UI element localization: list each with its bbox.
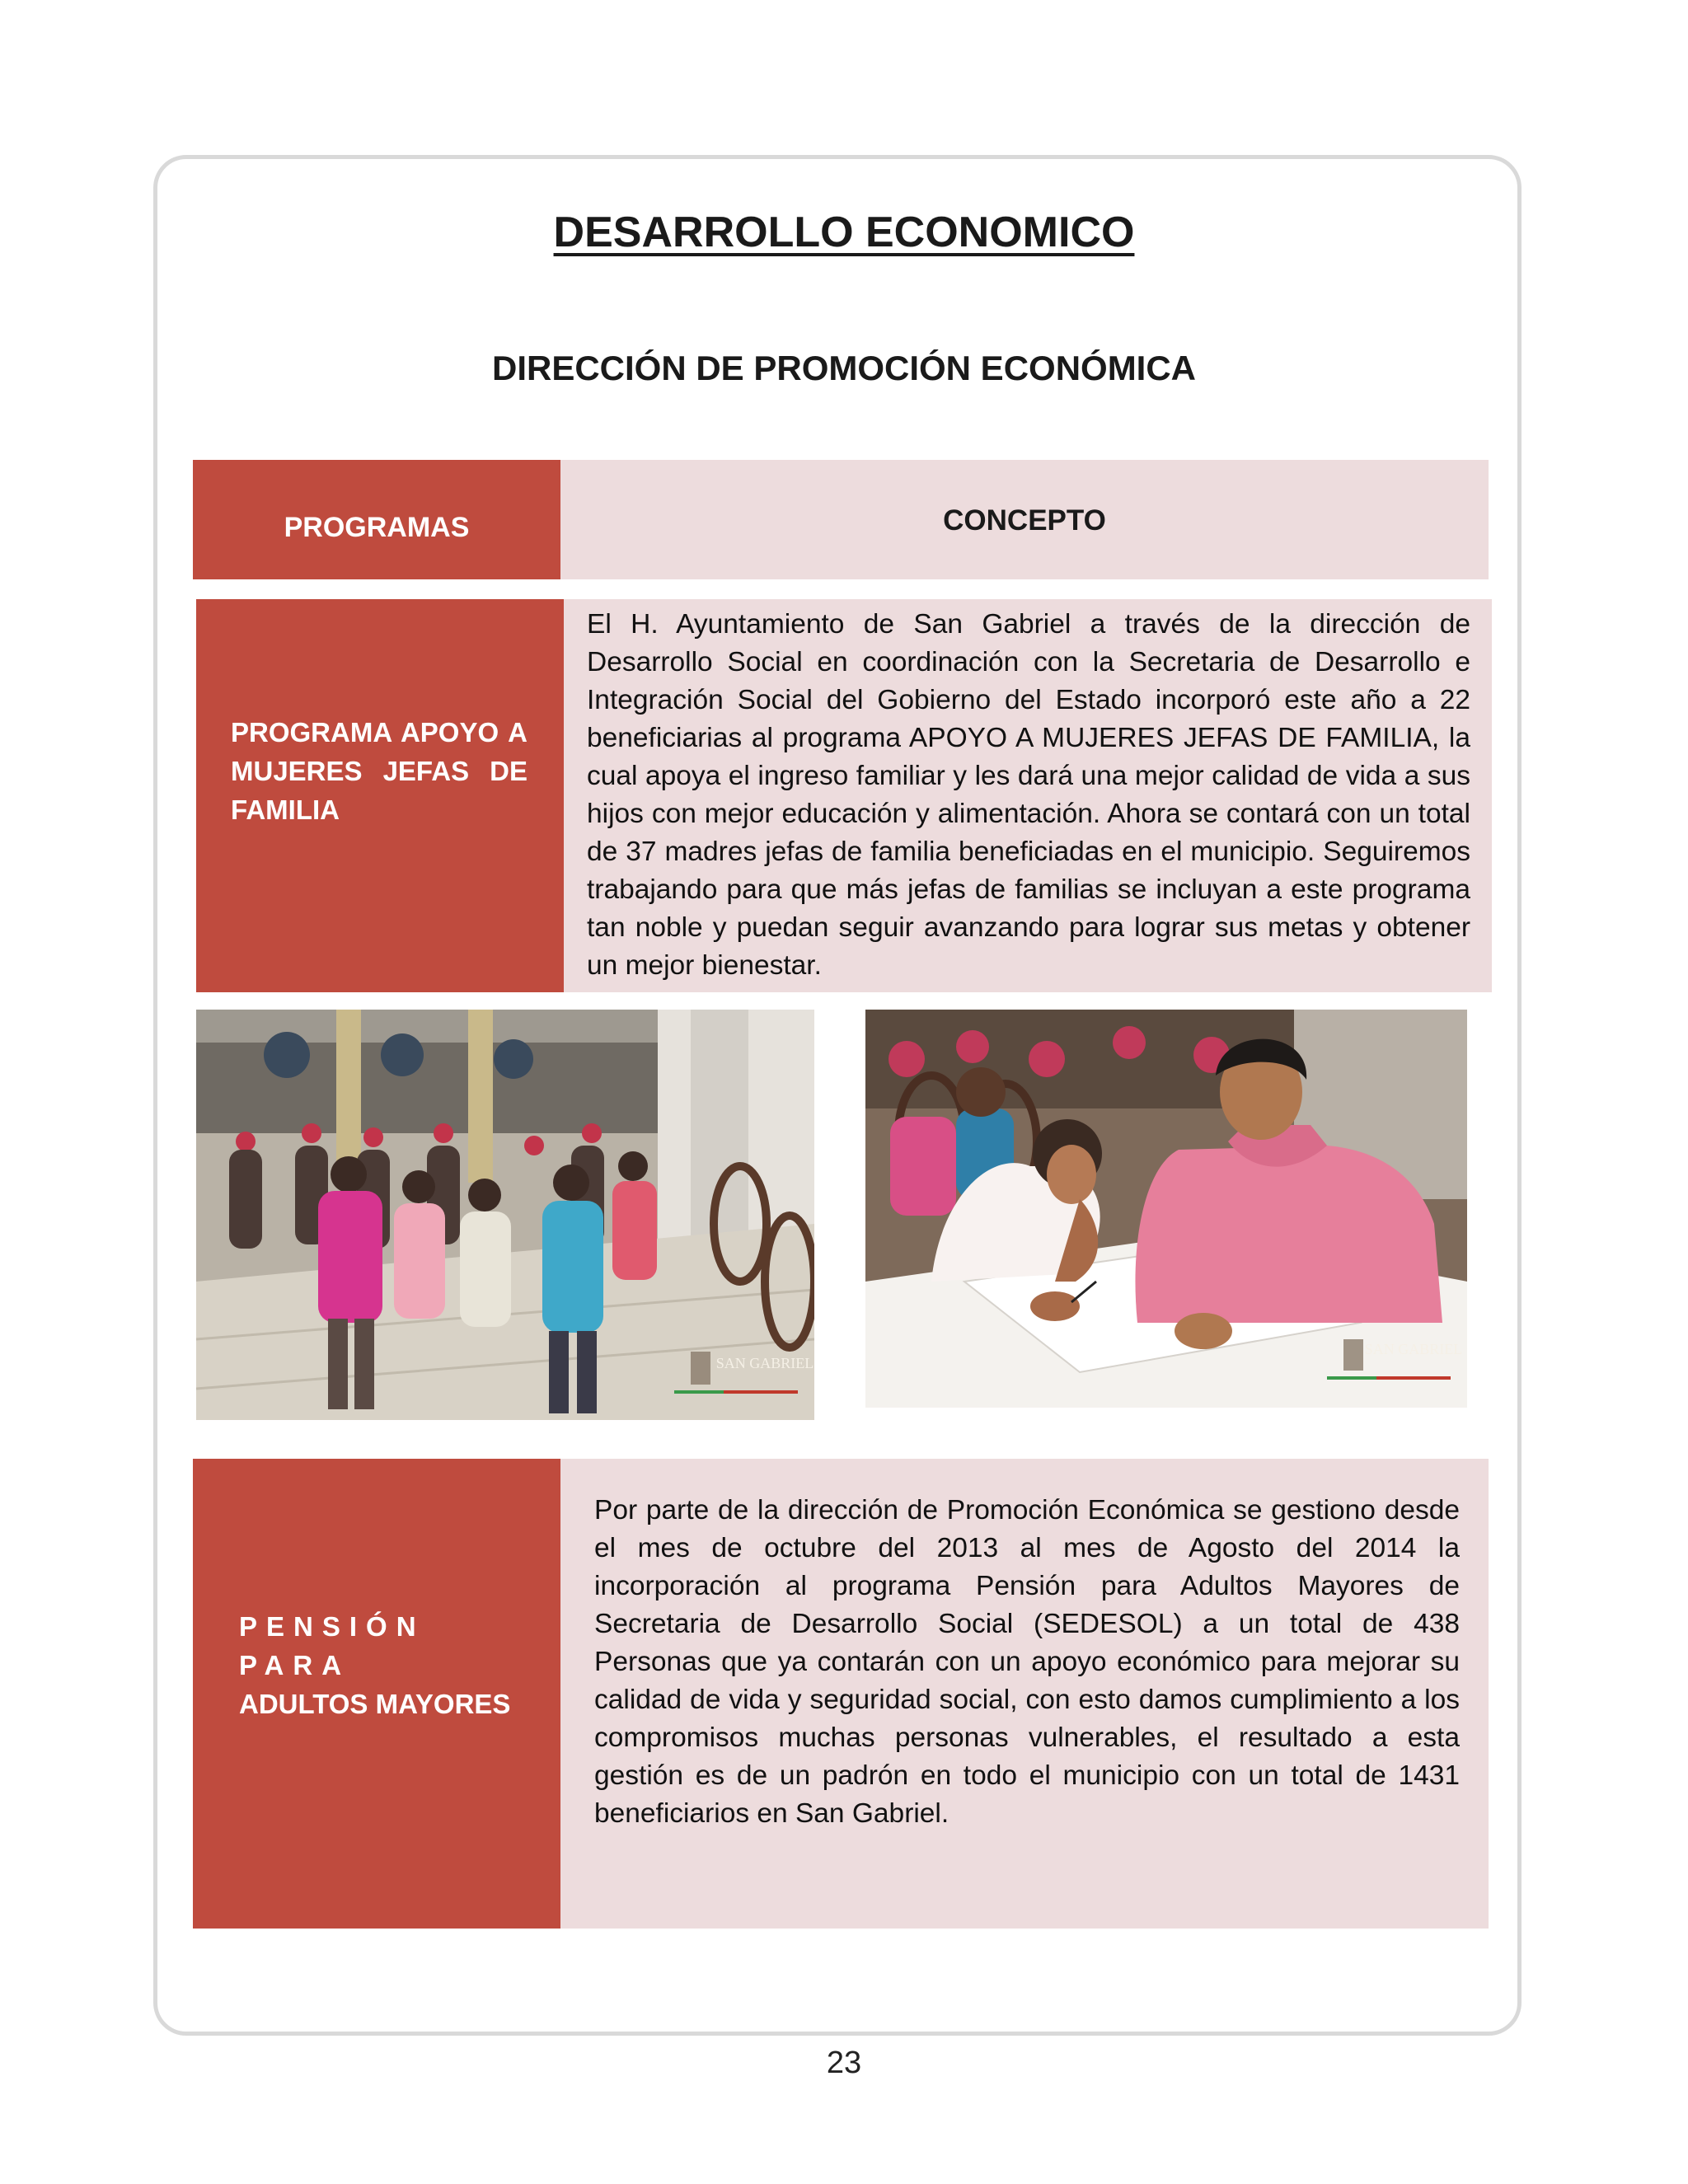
concept-text-2: Por parte de la dirección de Promoción Económica se gestiono desde el mes de octubre del 2013 al mes de Agosto del 2014 la incorporación al programa Pensión para Adultos Mayores de Secretaria de Desarrollo Social (SEDESOL) a un total de 438 Personas que ya contarán con un apoyo económico para mejorar su calidad de vida y seguridad social, con esto damos cumplimiento a los compromisos muchas personas vulnerables, el resultado a esta gestión es de un padrón en todo el municipio con un total de 1431 beneficiarios en San Gabriel. xyxy=(594,1495,1460,1829)
section-subtitle: DIRECCIÓN DE PROMOCIÓN ECONÓMICA xyxy=(491,349,1197,387)
header-concept-label: CONCEPTO xyxy=(943,504,1106,537)
program-cell-2 xyxy=(193,1459,560,1929)
program-name-1: PROGRAMA APOYO A MUJERES JEFAS DE FAMILIA xyxy=(231,717,528,825)
page-title: DESARROLLO ECONOMICO xyxy=(553,209,1135,256)
program-name-2-line1: PENSIÓN PARA xyxy=(239,1611,425,1680)
page-number: 23 xyxy=(826,2046,862,2080)
photo-crowd-hall xyxy=(196,1010,814,1420)
header-programs: PROGRAMAS xyxy=(193,460,560,579)
concept-cell-1 xyxy=(564,599,1492,992)
program-name-2-line2: ADULTOS MAYORES xyxy=(239,1689,511,1719)
header-concept xyxy=(560,460,1489,579)
photo-form-signing xyxy=(865,1010,1467,1408)
program-name-2 xyxy=(239,1607,524,1723)
watermark-text-1: SAN GABRIEL xyxy=(715,1355,814,1371)
program-cell-1 xyxy=(196,599,564,992)
watermark-text-2: SAN GABRIEL xyxy=(1364,1341,1463,1357)
concept-text-1: El H. Ayuntamiento de San Gabriel a través de la dirección de Desarrollo Social en coordinación con la Secretaria de Desarrollo e Integración Social del Gobierno del Estado incorporó este año a 22 beneficiarias al programa APOYO A MUJERES JEFAS DE FAMILIA, la cual apoya el ingreso familiar y les dará una mejor calidad de vida a sus hijos con mejor educación y alimentación. Ahora se contará con un total de 37 madres jefas de familia beneficiadas en el municipio. Seguiremos trabajando para que más jefas de familias se incluyan a este programa tan noble y puedan seguir avanzando para lograr sus metas y obtener un mejor bienestar. xyxy=(587,609,1470,981)
concept-cell-2 xyxy=(560,1459,1489,1929)
